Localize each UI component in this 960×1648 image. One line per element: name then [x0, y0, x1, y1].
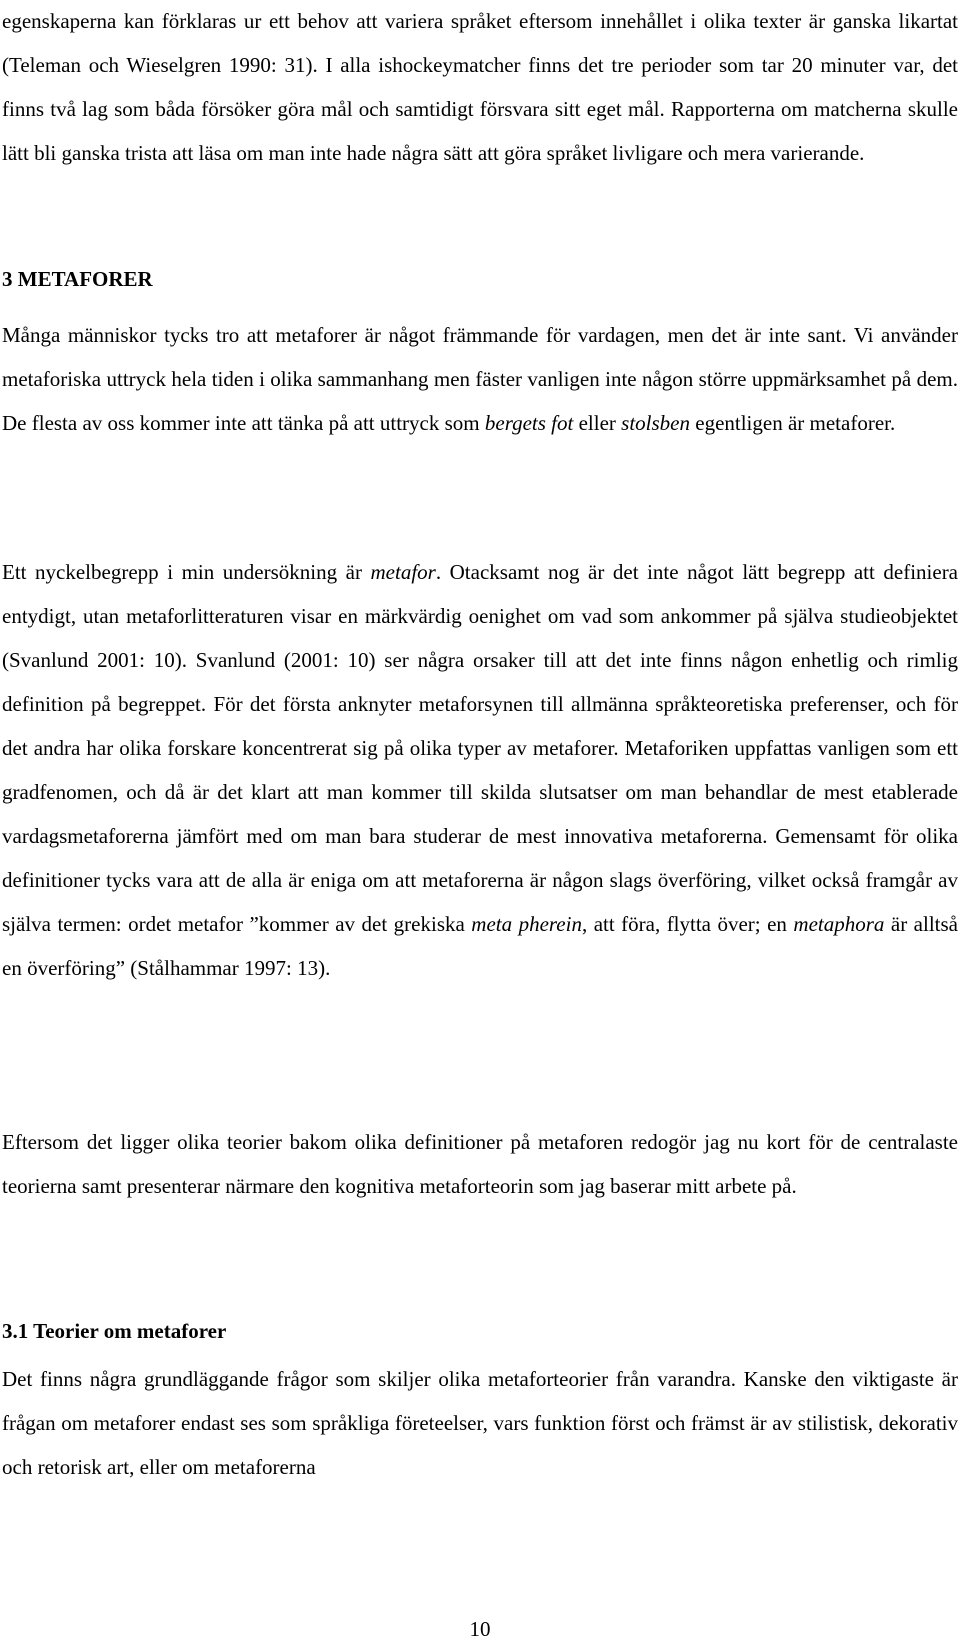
- section-heading-teorier: 3.1 Teorier om metaforer: [2, 1319, 227, 1343]
- page-number: 10: [469, 1617, 491, 1641]
- section-heading-metaforer: 3 METAFORER: [2, 267, 153, 291]
- italic-term: metafor: [370, 560, 436, 584]
- continuation-paragraph: egenskaperna kan förklaras ur ett behov att variera språket eftersom innehållet i olika texter är ganska likartat (Teleman och Wieselgren 1990: 31). I alla ishockeymatcher finns det tre perioder som tar 20 minuter var, det finns två lag som båda försöker göra mål och samtidigt försvara sitt eget mål. Rapporterna om matcherna skulle lätt bli ganska trista att läsa om man inte hade några sätt att göra språket livligare och mera varierande.: [2, 9, 958, 165]
- italic-term: stolsben: [621, 411, 690, 435]
- paragraph-teorier: Det finns några grundläggande frågor som skiljer olika metaforteorier från varandra. Kanske den viktigaste är frågan om metaforer endast ses som språkliga företeelser, vars funktion först och främst är av stilistisk, dekorativ och retorisk art, eller om metaforerna: [2, 1367, 958, 1479]
- paragraph-teorier-overview: Eftersom det ligger olika teorier bakom olika definitioner på metaforen redogör jag nu kort för de centralaste teorierna samt presenterar närmare den kognitiva metaforteorin som jag baserar mitt arbete på.: [2, 1130, 958, 1198]
- paragraph-nyckelbegrepp: Ett nyckelbegrepp i min undersökning är metafor. Otacksamt nog är det inte något lätt begrepp att definiera entydigt, utan metaforlitteraturen visar en märkvärdig oenighet om vad som ankommer på själva studieobjektet (Svanlund 2001: 10). Svanlund (2001: 10) ser några orsaker till att det inte finns någon enhetlig och rimlig definition på begreppet. För det första anknyter metaforsynen till allmänna språkteoretiska preferenser, och för det andra har olika forskare koncentrerat sig på olika typer av metaforer. Metaforiken uppfattas vanligen som ett gradfenomen, och då är det klart att man kommer till skilda slutsatser om man behandlar de mest etablerade vardagsmetaforerna jämfört med om man bara studerar de mest innovativa metaforerna. Gemensamt för olika definitioner tycks vara att de alla är eniga om att metaforerna är någon slags överföring, vilket också framgår av själva termen: ordet metafor ”kommer av det grekiska meta pherein, att föra, flytta över; en metaphora är alltså en överföring” (Stålhammar 1997: 13).: [2, 560, 959, 980]
- paragraph-metaforer-intro: Många människor tycks tro att metaforer är något främmande för vardagen, men det är inte sant. Vi använder metaforiska uttryck hela tiden i olika sammanhang men fäster vanligen inte någon större uppmärksamhet på dem. De flesta av oss kommer inte att tänka på att uttryck som bergets fot eller stolsben egentligen är metaforer.: [2, 323, 958, 435]
- italic-term: metaphora: [793, 912, 885, 936]
- italic-term: bergets fot: [484, 411, 574, 435]
- italic-term: meta pherein: [471, 912, 582, 936]
